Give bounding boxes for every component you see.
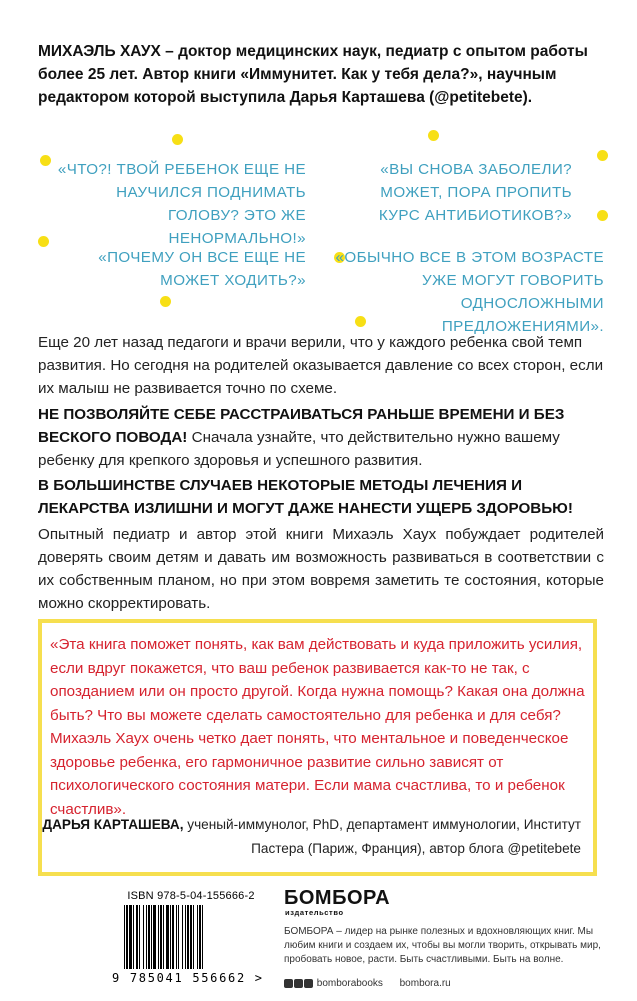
- box-quote-text: «Эта книга поможет понять, как вам действовать и куда приложить усилия, если вдруг покажется, что ваш ребенок развивается как-то не так, с опозданием или он просто другой. Когда нужна помощь? Какая она должна быть? Что вы можете сделать самостоятельно для ребенка и для себя? Михаэль Хаух очень четко дает понять, что ментальное и поведенческое здоровье ребенка, его гармоничное развитие сильно зависят от психологического состояния матери. Если мама счастлива, то и ребенок счастлив».: [50, 636, 585, 818]
- facebook-icon: [284, 979, 293, 988]
- paragraph-author: Опытный педиатр и автор этой книги Михаэль Хаух побуждает родителей доверять своим детям и давать им возможность развиваться в соответствии с их собственным планом, но при этом вовремя заметить те состояния, которые можно скорректировать.: [38, 526, 604, 612]
- quote-2: «ВЫ СНОВА ЗАБОЛЕЛИ? МОЖЕТ, ПОРА ПРОПИТЬ КУРС АНТИБИОТИКОВ?»: [378, 161, 572, 224]
- instagram-icon: [304, 979, 313, 988]
- attrib-name: ДАРЬЯ КАРТАШЕВА,: [42, 817, 184, 832]
- dot-decoration: [428, 130, 439, 141]
- warning-bold: НЕ ПОЗВОЛЯЙТЕ СЕБЕ РАССТРАИВАТЬСЯ РАНЬШЕ ВРЕМЕНИ И БЕЗ ВЕСКОГО ПОВОДА!: [38, 406, 565, 446]
- dot-decoration: [38, 236, 49, 247]
- quote-3: «ПОЧЕМУ ОН ВСЕ ЕЩЕ НЕ МОЖЕТ ХОДИТЬ?»: [98, 249, 306, 289]
- quote-attribution: [41, 813, 581, 861]
- quote-1: «ЧТО?! ТВОЙ РЕБЕНОК ЕЩЕ НЕ НАУЧИЛСЯ ПОДНИМАТЬ ГОЛОВУ? ЭТО ЖЕ НЕНОРМАЛЬНО!»: [57, 161, 306, 247]
- barcode-icon: [122, 905, 260, 971]
- publisher-site: bombora.ru: [399, 978, 451, 989]
- quote-4: «ОБЫЧНО ВСЕ В ЭТОМ ВОЗРАСТЕ УЖЕ МОГУТ ГОВОРИТЬ ОДНОСЛОЖНЫМИ ПРЕДЛОЖЕНИЯМИ».: [335, 249, 604, 335]
- publisher-logo: БОМБОРА: [284, 887, 391, 909]
- publisher-description: БОМБОРА – лидер на рынке полезных и вдохновляющих книг. Мы любим книги и создаем их, чтобы вы могли творить, открывать мир, пробовать новое, расти. Быть счастливыми. Быть на волне.: [284, 926, 601, 965]
- paragraph-caps: В БОЛЬШИНСТВЕ СЛУЧАЕВ НЕКОТОРЫЕ МЕТОДЫ ЛЕЧЕНИЯ И ЛЕКАРСТВА ИЗЛИШНИ И МОГУТ ДАЖЕ НАНЕСТИ УЩЕРБ ЗДОРОВЬЮ!: [38, 477, 573, 517]
- barcode-digits: 9 785041 556662 >: [112, 971, 264, 985]
- vk-icon: [294, 979, 303, 988]
- dot-decoration: [172, 134, 183, 145]
- dot-decoration: [597, 150, 608, 161]
- warning-rest: Сначала узнайте, что действительно нужно вашему ребенку для крепкого здоровья и успешного развития.: [38, 429, 560, 469]
- author-intro: МИХАЭЛЬ ХАУХ – доктор медицинских наук, педиатр с опытом работы более 25 лет. Автор книги «Иммунитет. Как у тебя дела?», научным редактором которой выступила Дарья Карташева (@petitebete).: [38, 43, 588, 106]
- dot-decoration: [160, 296, 171, 307]
- isbn-text: ISBN 978-5-04-155666-2: [127, 890, 255, 902]
- publisher-subtitle: издательство: [285, 908, 344, 917]
- paragraph-warning: [38, 403, 604, 472]
- dot-decoration: [40, 155, 51, 166]
- paragraph-intro: Еще 20 лет назад педагоги и врачи верили, что у каждого ребенка свой темп развития. Но сегодня на родителей оказывается давление со всех сторон, если их малыш не развивается точно по схеме.: [38, 334, 604, 397]
- dot-decoration: [597, 210, 608, 221]
- social-handle: bomborabooks: [316, 978, 383, 989]
- attrib-rest: ученый-иммунолог, PhD, департамент иммунологии, Институт Пастера (Париж, Франция), автор блога @petitebete: [183, 817, 581, 856]
- publisher-links: [284, 978, 451, 989]
